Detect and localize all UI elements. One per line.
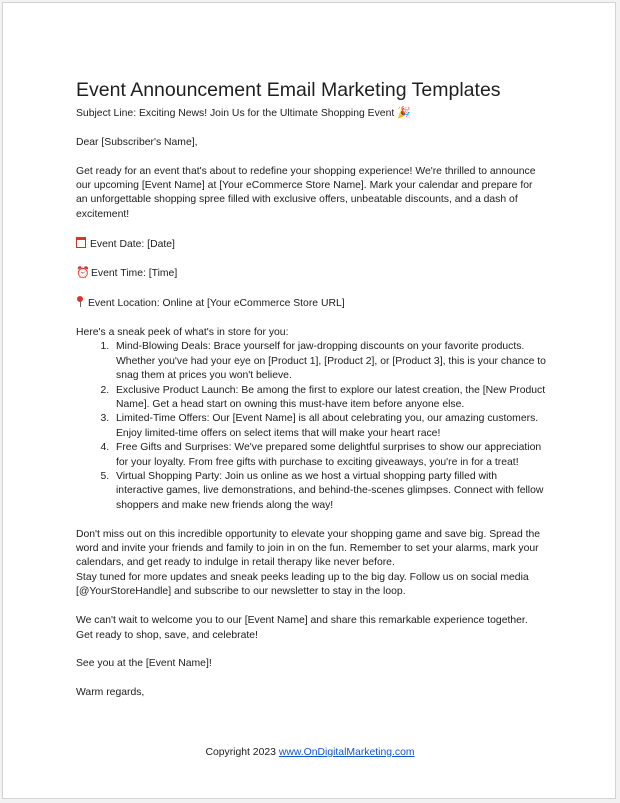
list-item: 3. Limited-Time Offers: Our [Event Name] is all about celebrating you, our amazing customers. Enjoy limited-time offers on select items that will make your heart race! — [112, 412, 546, 441]
event-date-line — [76, 237, 546, 252]
subject-text: Subject Line: Exciting News! Join Us for the Ultimate Shopping Event — [76, 108, 395, 119]
closing-paragraph: We can't wait to welcome you to our [Event Name] and share this remarkable experience together. Get ready to shop, save, and celebrate! — [76, 615, 528, 641]
document-page — [2, 2, 616, 799]
copyright-text: Copyright 2023 — [205, 747, 276, 758]
page-title: Event Announcement Email Marketing Templates — [76, 79, 501, 101]
list-item: 1. Mind-Blowing Deals: Brace yourself for jaw-dropping discounts on your favorite products. Whether you've had your eye on [Product 1], [Product 2], or [Product 3], this is your chance to snag them at prices you won't believe. — [112, 340, 546, 383]
list-item: 4. Free Gifts and Surprises: We've prepared some delightful surprises to show our appreciation for your loyalty. From free gifts with purchase to exciting giveaways, you're in for a treat! — [112, 441, 546, 470]
cta-paragraph: Don't miss out on this incredible opportunity to elevate your shopping game and save big. Spread the word and invite your friends and family to join in on the fun. Remember to set your alarms, mark your calendars, and get ready to indulge in retail therapy like never before. — [76, 528, 541, 569]
event-time-text: Event Time: [Time] — [91, 268, 178, 280]
sneak-peek-intro: Here's a sneak peek of what's in store for you: — [76, 327, 289, 338]
event-location-text: Event Location: Online at [Your eCommerce Store URL] — [88, 298, 345, 310]
see-you-line: See you at the [Event Name]! — [76, 658, 212, 670]
calendar-icon — [76, 237, 86, 248]
list-item: 5. Virtual Shopping Party: Join us online as we host a virtual shopping party filled with interactive games, live demonstrations, and behind-the-scenes glimpses. Connect with fellow shoppers and make new friends along the way! — [112, 470, 546, 513]
pushpin-icon — [76, 296, 84, 307]
intro-paragraph: Get ready for an event that's about to redefine your shopping experience! We're thrilled to announce our upcoming [Event Name] at [Your eCommerce Store Name]. Mark your calendar and prepare for an unforgettable shopping spree filled with exclusive offers, unbeatable discounts, and a dash of excitement! — [76, 165, 536, 220]
document-body — [76, 79, 546, 715]
list-item: 2. Exclusive Product Launch: Be among the first to explore our latest creation, the [New Product Name]. Get a head start on owning this must-have item before anyone else. — [112, 384, 546, 413]
event-location-line — [76, 296, 546, 311]
alarm-clock-icon: ⏰ — [76, 266, 90, 280]
event-time-line — [76, 266, 546, 281]
event-date-text: Event Date: [Date] — [90, 238, 175, 250]
subject-line — [76, 106, 546, 121]
footer — [3, 747, 617, 758]
website-link[interactable]: www.OnDigitalMarketing.com — [278, 747, 415, 758]
party-popper-icon: 🎉 — [397, 106, 411, 119]
greeting: Dear [Subscriber's Name], — [76, 136, 198, 148]
offers-list — [76, 340, 546, 513]
stay-tuned-paragraph: Stay tuned for more updates and sneak peeks leading up to the big day. Follow us on social media [@YourStoreHandle] and subscribe to our newsletter to stay in the loop. — [76, 571, 529, 598]
signoff: Warm regards, — [76, 687, 145, 699]
